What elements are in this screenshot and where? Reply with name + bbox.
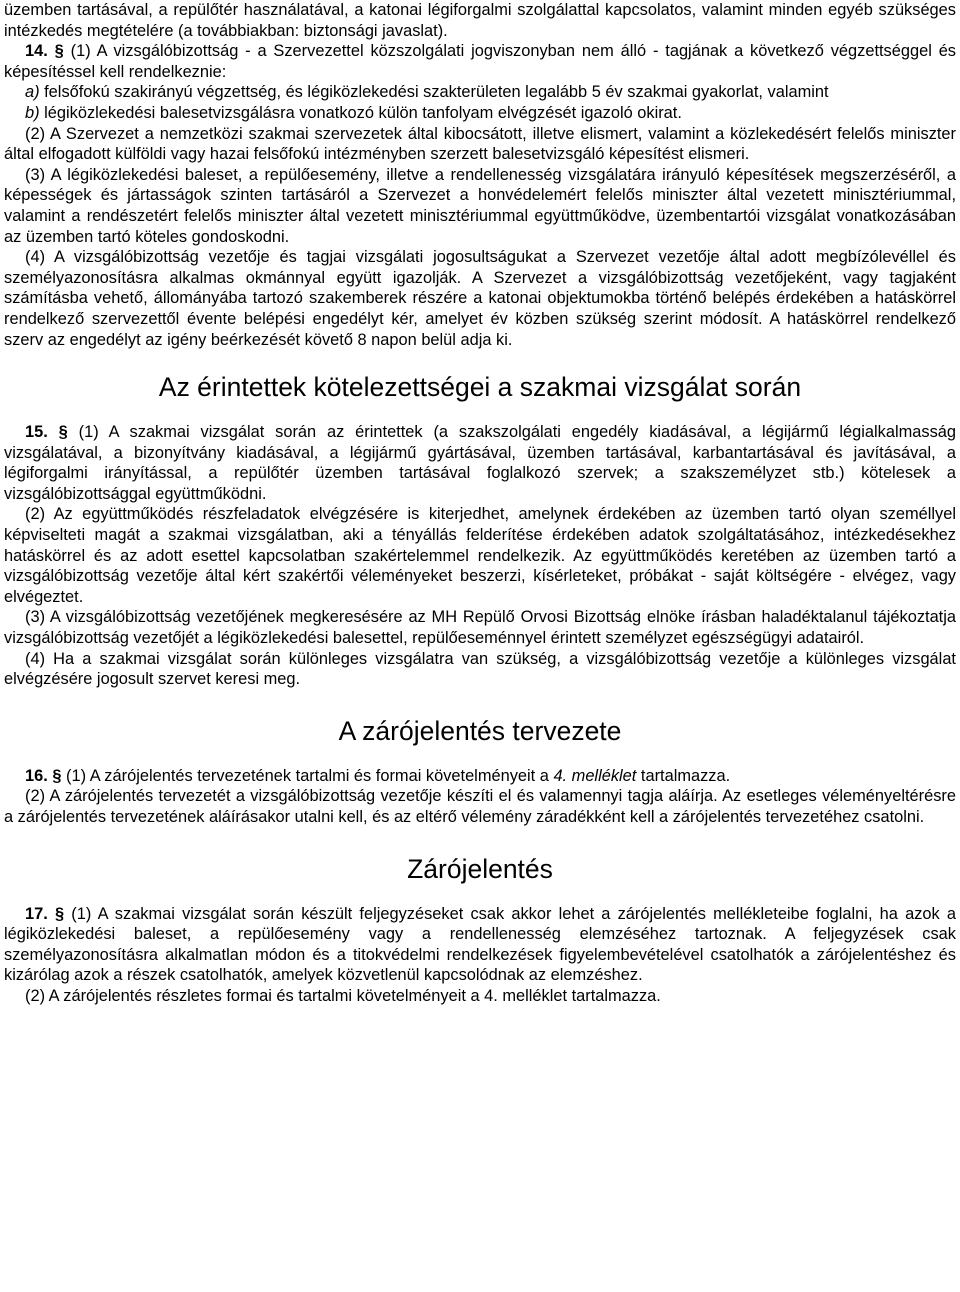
section-15-p1: [4, 422, 956, 504]
paragraph-sign: §: [54, 42, 64, 61]
section-number: 17.: [25, 904, 48, 923]
paragraph-sign: §: [54, 904, 65, 923]
section-15-p3: (3) A vizsgálóbizottság vezetőjének megkeresésére az MH Repülő Orvosi Bizottság elnöke írásban haladéktalanul tájékoztatja vizsgálóbizottság vezetőjét a légiközlekedési balesettel, repülőeseménnyel érintett személyzet egészségügyi adatairól.: [4, 608, 956, 648]
item-text: felsőfokú szakirányú végzettség, és légiközlekedési szakterületen legalább 5 év szakmai gyakorlat, valamint: [39, 83, 829, 102]
section-16-p2: (2) A zárójelentés tervezetét a vizsgálóbizottság vezetője készíti el és valamennyi tagja aláírja. Az esetleges véleményeltérésre a zárójelentés tervezetének aláírásakor utalni kell, és az eltérő vélemény záradékként kell a zárójelentés tervezetéhez csatolni.: [4, 787, 956, 826]
section-15-p2: (2) Az együttműködés részfeladatok elvégzésére is kiterjedhet, amelynek érdekében az üzemben tartó olyan személlyel képviselteti magát a szakmai vizsgálatban, aki a tényállás felderítése érdekében adatok szolgáltatásához, intézkedésekhez hatáskörrel és az adott esettel kapcsolatban szakértelemmel rendelkezik. Az együttműködés keretében az üzemben tartó a vizsgálóbizottság vezetője által kért szakértői véleményeket beszerzi, kísérleteket, próbákat - saját költségére - elvégez, vagy elvégeztet.: [4, 505, 956, 606]
section-text: (1) A szakmai vizsgálat során készült feljegyzéseket csak akkor lehet a zárójelentés mellékleteibe foglalni, ha azok a légiközlekedési baleset, a repülőesemény vagy a rendellenesség elemzéséhez tartoznak. A feljegyzések csak személyazonosításra alkalmatlan módon és a titokvédelmi rendelkezések figyelembevételével csatolhatók a zárójelentéshez és kizárólag azok a részek csatolhatók, amelyek közvetlenül kapcsolódnak az elemzéshez.: [4, 904, 956, 985]
section-text-end: tartalmazza.: [636, 766, 731, 785]
section-14-p4: (4) A vizsgálóbizottság vezetője és tagjai vizsgálati jogosultságukat a Szervezet vezetője által adott megbízólevéllel és személyazonosításra alkalmas okmánnyal együtt igazolják. A Szervezet a vizsgálóbizottság vezetőjeként, vagy tagjaként számításba vehető, állományába tartozó szakemberek részére a katonai objektumokba történő belépés érdekében a hatáskörrel rendelkező szervezettől évente belépési engedélyt kér, amelyet év közben szükség szerint módosít. A hatáskörrel rendelkező szerv az engedélyt az igény beérkezését követő 8 napon belül adja ki.: [4, 248, 956, 349]
section-number: 14.: [25, 42, 48, 61]
section-15-p4: (4) Ha a szakmai vizsgálat során különleges vizsgálatra van szükség, a vizsgálóbizottság vezetője a különleges vizsgálat elvégzésére jogosult szervet keresi meg.: [4, 649, 956, 689]
heading-draft-report: A zárójelentés tervezete: [338, 715, 622, 746]
item-text: légiközlekedési balesetvizsgálásra vonatkozó külön tanfolyam elvégzését igazoló okirat.: [39, 103, 682, 122]
section-16-p1: [4, 766, 956, 787]
paragraph-sign: §: [52, 766, 62, 785]
heading-obligations: Az érintettek kötelezettségei a szakmai vizsgálat során: [158, 372, 802, 403]
paragraph-sign: §: [58, 423, 68, 442]
section-14-p1: [4, 41, 956, 82]
section-number: 16.: [25, 766, 48, 785]
heading-final-report: Zárójelentés: [407, 853, 553, 884]
section-17-p2: (2) A zárójelentés részletes formai és tartalmi követelményeit a 4. melléklet tartalmazza.: [25, 986, 661, 1005]
section-text: (1) A zárójelentés tervezetének tartalmi és formai követelményeit a: [66, 766, 554, 785]
section-text: (1) A szakmai vizsgálat során az érintettek (a szakszolgálati engedély kiadásával, a légijármű légialkalmasság vizsgálatával, a bizonyítvány kiadásával, a légijármű gyártásával, üzemben tartásával, karbantartásával és javításával, a légiforgalmi irányítással, a repülőtér üzemben tartásával foglalkozó szervek; a szakszemélyzet stb.) kötelesek a vizsgálóbizottsággal együttműködni.: [4, 423, 957, 503]
section-14-p2: (2) A Szervezet a nemzetközi szakmai szervezetek által kibocsátott, illetve elismert, valamint a közlekedésért felelős miniszter által elfogadott külföldi vagy hazai felsőfokú intézményben szerzett balesetvizsgáló képesítést elismeri.: [4, 124, 956, 164]
section-14-item-a: [4, 82, 956, 103]
item-label: b): [25, 103, 40, 122]
section-text: (1) A vizsgálóbizottság - a Szervezettel közszolgálati jogviszonyban nem álló - tagjának a következő végzettséggel és képesítéssel kell rendelkeznie:: [4, 42, 957, 81]
annex-reference: 4. melléklet: [553, 766, 637, 785]
section-14-item-b: [4, 103, 956, 124]
paragraph-continuation: üzemben tartásával, a repülőtér használatával, a katonai légiforgalmi szolgálattal kapcsolatos, valamint minden egyéb szükséges intézkedés megtételére (a továbbiakban: biztonsági javaslat).: [4, 1, 956, 40]
section-17-p1: [4, 904, 956, 986]
item-label: a): [25, 83, 40, 102]
section-14-p3: (3) A légiközlekedési baleset, a repülőesemény, illetve a rendellenesség vizsgálatára irányuló képesítések megszerzéséről, a képességek és jártasságok szinten tartásáról a Szervezet a honvédelemért felelős miniszter által vezetett minisztériummal, valamint a rendészetért felelős miniszter által vezetett minisztériummal együttműködve, üzembentartói vizsgálat vonatkozásában az üzemben tartó köteles gondoskodni.: [4, 165, 956, 246]
section-number: 15.: [25, 423, 48, 442]
